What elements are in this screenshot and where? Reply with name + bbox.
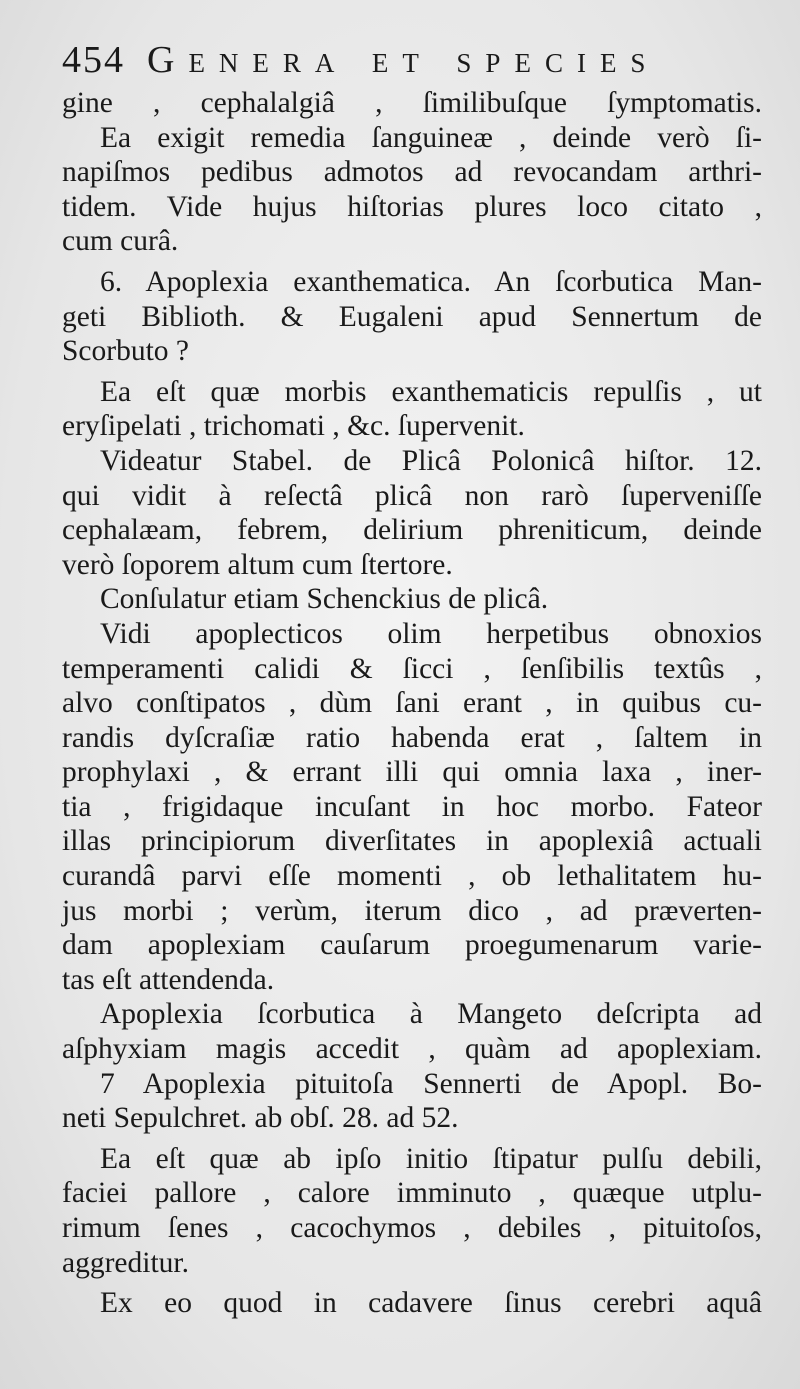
text-line: napiſmos pedibus admotos ad revocandam arthri- xyxy=(62,156,762,189)
text-line: cephalæam, febrem, delirium phreniticum, deinde xyxy=(62,514,762,547)
text-line: geti Biblioth. & Eugaleni apud Sennertum de xyxy=(62,300,762,333)
page-number: 454 xyxy=(62,39,125,81)
body-text xyxy=(62,86,762,1321)
text-line: dam apoplexiam cauſarum proegumenarum varie- xyxy=(62,929,762,962)
text-line: verò ſoporem altum cum ſtertore. xyxy=(62,548,453,581)
text-line: Ea eſt quæ ab ipſo initio ſtipatur pulſu debili, xyxy=(100,1142,762,1175)
text-line: temperamenti calidi & ſicci , ſenſibilis textûs , xyxy=(62,652,762,685)
text-line: 7 Apoplexia pituitoſa Sennerti de Apopl. Bo- xyxy=(100,1067,762,1100)
text-line: curandâ parvi eſſe momenti , ob lethalitatem hu- xyxy=(62,860,762,893)
text-line: 6. Apoplexia exanthematica. An ſcorbutica Man- xyxy=(100,265,762,298)
text-line: eryſipelati , trichomati , &c. ſupervenit. xyxy=(62,410,525,443)
running-title: Genera et species xyxy=(147,39,660,81)
text-line: Ea exigit remedia ſanguineæ , deinde verò ſi- xyxy=(100,121,762,154)
text-line: prophylaxi , & errant illi qui omnia laxa , iner- xyxy=(62,756,762,789)
text-line: randis dyſcraſiæ ratio habenda erat , ſaltem in xyxy=(62,721,762,754)
text-line: jus morbi ; verùm, iterum dico , ad præverten- xyxy=(62,894,762,927)
text-line: Vidi apoplecticos olim herpetibus obnoxios xyxy=(100,617,762,650)
text-line: aggreditur. xyxy=(62,1246,189,1279)
text-line: tidem. Vide hujus hiſtorias plures loco citato , xyxy=(62,190,762,223)
text-line: tia , frigidaque incuſant in hoc morbo. Fateor xyxy=(62,790,762,823)
text-line: illas principiorum diverſitates in apoplexiâ actuali xyxy=(62,825,762,858)
text-line: gine , cephalalgiâ , ſimilibuſque ſymptomatis. xyxy=(62,87,762,119)
text-line: faciei pallore , calore imminuto , quæque utplu- xyxy=(62,1177,762,1210)
text-line: neti Sepulchret. ab obſ. 28. ad 52. xyxy=(62,1102,459,1135)
text-line: aſphyxiam magis accedit , quàm ad apoplexiam. xyxy=(62,1033,762,1066)
text-line: rimum ſenes , cacochymos , debiles , pituitoſos, xyxy=(62,1212,762,1244)
text-line: Ex eo quod in cadavere ſinus cerebri aquâ xyxy=(100,1287,762,1320)
text-line: Conſulatur etiam Schenckius de plicâ. xyxy=(100,583,549,616)
text-line: qui vidit à reſectâ plicâ non rarò ſuperveniſſe xyxy=(62,479,762,512)
text-line: Scorbuto ? xyxy=(62,335,189,368)
text-line: alvo conſtipatos , dùm ſani erant , in quibus cu- xyxy=(62,687,762,720)
text-line: cum curâ. xyxy=(62,225,179,258)
text-line: tas eſt attendenda. xyxy=(62,963,275,996)
text-line: Videatur Stabel. de Plicâ Polonicâ hiſtor. 12. xyxy=(100,444,762,477)
text-line: Apoplexia ſcorbutica à Mangeto deſcripta ad xyxy=(100,998,762,1031)
text-line: Ea eſt quæ morbis exanthematicis repulſis , ut xyxy=(100,375,762,408)
